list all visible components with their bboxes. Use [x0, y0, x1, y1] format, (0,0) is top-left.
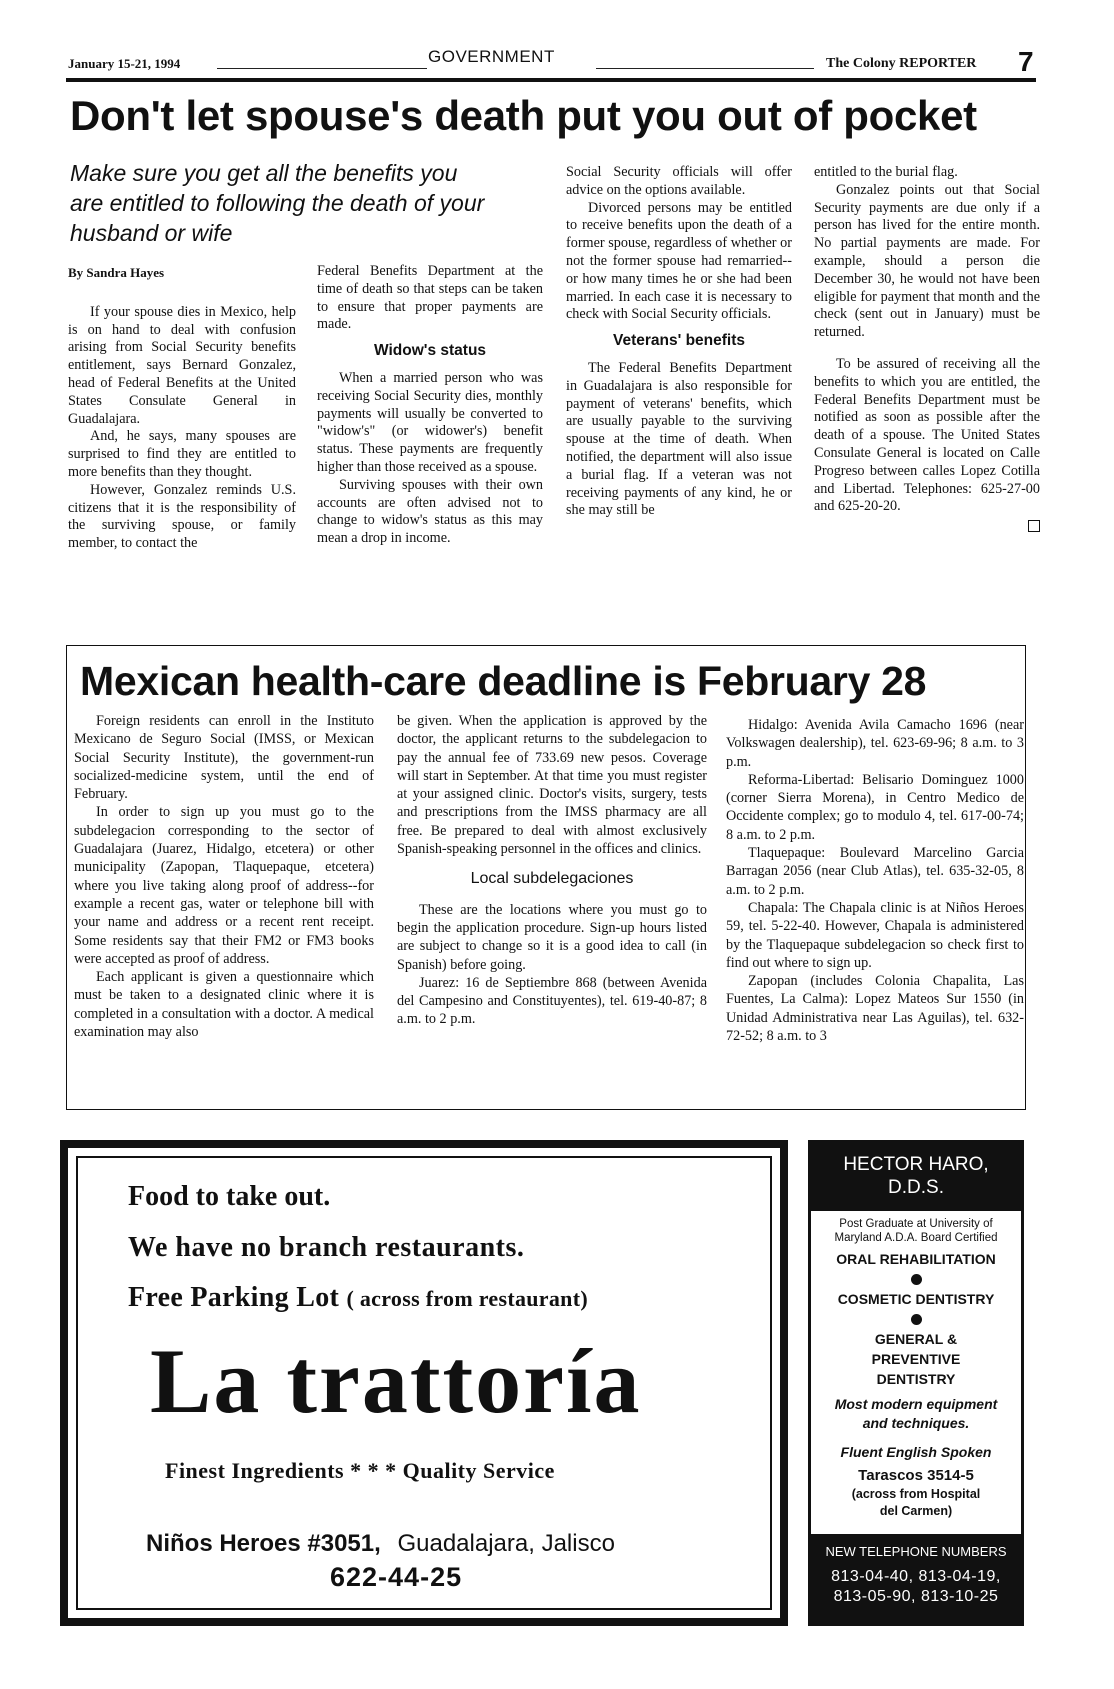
dentist-name-banner — [811, 1143, 1021, 1211]
ad-address-city: Guadalajara, Jalisco — [397, 1530, 615, 1557]
ad-address — [146, 1530, 615, 1558]
paragraph: be given. When the application is approved by the doctor, the applicant returns to the subdelegacion to pay the annual fee of 733.69 new pesos. Coverage will start in September. At that time you must register at your assigned clinic. Doctor's visits, surgery, tests and prescriptions from the IMSS pharmacy are all free. Be prepared to deal with almost exclusively Spanish-speaking personnel in the offices and clinics. — [397, 713, 707, 858]
paragraph: However, Gonzalez reminds U.S. citizens that it is the responsibility of the surviving spouse, or family member, to contact the — [68, 481, 296, 552]
story1-column-4 — [814, 164, 1040, 532]
ad-parking-note: ( across from restaurant) — [346, 1286, 588, 1311]
phone-line: 813-05-90, 813-10-25 — [833, 1588, 999, 1605]
ad-tagline: Finest Ingredients * * * Quality Service — [165, 1458, 555, 1483]
byline: By Sandra Hayes — [68, 265, 165, 280]
ad-phone: 622-44-25 — [330, 1562, 463, 1592]
dentist-name: HECTOR HARO, D.D.S. — [843, 1154, 989, 1198]
story1-headline: Don't let spouse's death put you out of pocket — [70, 92, 977, 139]
paragraph: If your spouse dies in Mexico, help is on hand to deal with confusion arising from Social Security benefits entitlement, says Bernard Gonzalez, head of Federal Benefits at the United States Consulate General in Guadalajara. — [68, 303, 296, 427]
bullet-icon — [911, 1274, 922, 1285]
dentist-address: Tarascos 3514-5 — [858, 1467, 974, 1484]
paragraph: Surviving spouses with their own accounts are often advised not to change to widow's status as this may mean a drop in income. — [317, 476, 543, 547]
paragraph: Juarez: 16 de Septiembre 868 (between Avenida del Campesino and Constituyentes), tel. 619-40-87; 8 a.m. to 2 p.m. — [397, 974, 707, 1028]
subhead-local-subdelegaciones: Local subdelegaciones — [470, 870, 634, 888]
paragraph: Zapopan (includes Colonia Chapalita, Las Fuentes, La Calma): Lopez Mateos Sur 1550 (in Unidad Administrativa near Las Aguilas), tel. 632-72-52; 8 a.m. to 3 — [726, 973, 1024, 1045]
dentist-equipment: Most modern equipment and techniques. — [834, 1396, 998, 1431]
service-oral-rehabilitation: ORAL REHABILITATION — [836, 1251, 996, 1267]
paragraph: When a married person who was receiving Social Security dies, monthly payments will usually be converted to "widow's" (or widower's) benefit status. These payments are frequently higher than those received as a spouse. — [317, 369, 543, 475]
issue-date: January 15-21, 1994 — [68, 56, 181, 71]
story2-column-1 — [74, 712, 374, 1041]
paragraph: And, he says, many spouses are surprised to find they are entitled to more benefits than they thought. — [68, 428, 296, 480]
ad-address-street: Niños Heroes #3051, — [146, 1530, 381, 1557]
paragraph: Gonzalez points out that Social Security payments are due only if a person has lived for the entire month. No partial payments are made. For example, should a person die December 30, he would not have been eligible for payment that month and the check (sent out in January) must be returned. — [814, 181, 1040, 341]
trattoria-logo: La trattoría — [150, 1330, 642, 1432]
ad-parking-line — [128, 1282, 588, 1314]
story1-column-2 — [317, 263, 543, 548]
newspaper-name: The Colony REPORTER — [826, 56, 977, 71]
paragraph: Federal Benefits Department at the time of death so that steps can be taken to ensure that proper payments are made. — [317, 263, 543, 333]
header-rule — [66, 78, 1036, 82]
ad-parking-text: Free Parking Lot — [128, 1282, 340, 1313]
paragraph: In order to sign up you must go to the subdelegacion corresponding to the sector of Guadalajara (Juarez, Hidalgo, etcetera) or other municipality (Zapopan, Tlaquepaque, etcetera) where you live taking along proof of address--for example a recent gas, water or telephone bill with your name and address or a recent rent receipt. Some residents say that their FM2 or FM3 books were accepted as proof of address. — [74, 804, 374, 967]
paragraph: The Federal Benefits Department in Guadalajara is also responsible for payment of veterans' benefits, which are usually payable to the surviving spouse at the time of death. When notified, the department will also issue a burial flag. If a veteran was not receiving payments of any kind, he or she may still be — [566, 359, 792, 519]
paragraph: These are the locations where you must go to begin the application procedure. Sign-up hours listed are subject to change so it is a good idea to call (in Spanish) before going. — [397, 901, 707, 973]
dentist-english: Fluent English Spoken — [840, 1444, 992, 1460]
phones-title: NEW TELEPHONE NUMBERS — [825, 1544, 1007, 1559]
bullet-icon — [911, 1314, 922, 1325]
paragraph: Hidalgo: Avenida Avila Camacho 1696 (near Volkswagen dealership), tel. 623-69-96; 8 a.m. to 3 p.m. — [726, 717, 1024, 770]
service-general-preventive: GENERAL & PREVENTIVE DENTISTRY — [871, 1331, 961, 1387]
dentist-ad-body — [811, 1215, 1021, 1520]
paragraph: Each applicant is given a questionnaire which must be taken to a designated clinic where it is completed in a consultation with a doctor. A medical examination may also — [74, 969, 374, 1041]
page-number: 7 — [1018, 46, 1034, 77]
service-cosmetic-dentistry: COSMETIC DENTISTRY — [837, 1291, 995, 1307]
section-name: GOVERNMENT — [428, 47, 555, 66]
header-rule-left — [217, 68, 427, 69]
paragraph: Foreign residents can enroll in the Instituto Mexicano de Seguro Social (IMSS, or Mexican Social Security Institute), the government-run socialized-medicine system, until the end of February. — [74, 713, 374, 803]
story2-column-2 — [397, 712, 707, 1029]
paragraph: Divorced persons may be entitled to receive benefits upon the death of a former spouse, regardless of whether or not the former spouse had remarried--or how many times he or she had been married. In each case it is necessary to check with Social Security officials. — [566, 199, 792, 323]
header-rule-right — [596, 68, 814, 69]
dentist-phones-banner — [811, 1534, 1021, 1623]
story1-deck: Make sure you get all the benefits you are entitled to following the death of your husband or wife — [70, 160, 485, 246]
dentist-address-note: (across from Hospital del Carmen) — [851, 1487, 981, 1518]
story1-column-1 — [68, 264, 296, 553]
subhead-widows-status: Widow's status — [373, 342, 487, 360]
story2-headline: Mexican health-care deadline is February 28 — [80, 658, 927, 704]
paragraph: Tlaquepaque: Boulevard Marcelino Garcia Barragan 2056 (near Club Atlas), tel. 635-32-05, 8 a.m. to 2 p.m. — [726, 845, 1024, 898]
paragraph: Chapala: The Chapala clinic is at Niños Heroes 59, tel. 5-22-40. However, Chapala is administered by the Tlaquepaque subdelegacion so check first to find out where to sign up. — [726, 899, 1024, 971]
ad-no-branches-line: We have no branch restaurants. — [128, 1232, 525, 1263]
paragraph: entitled to the burial flag. — [814, 164, 958, 180]
story1-column-3 — [566, 164, 792, 520]
dentist-credentials: Post Graduate at University of Maryland A.D.A. Board Certified — [834, 1218, 998, 1244]
ad-takeout-line: Food to take out. — [128, 1181, 331, 1212]
subhead-veterans-benefits: Veterans' benefits — [612, 332, 746, 350]
paragraph: To be assured of receiving all the benefits to which you are entitled, the Federal Benefits Department must be notified as soon as possible after the death of a spouse. The United States Consulate General is located on Calle Progreso between calles Lopez Cotilla and Libertad. Telephones: 625-27-00 and 625-20-20. — [814, 355, 1040, 515]
paragraph: Reforma-Libertad: Belisario Dominguez 1000 (corner Sierra Morena), in Centro Medico de Occidente complex; go to modulo 4, tel. 617-00-74; 8 a.m. to 2 p.m. — [726, 771, 1024, 843]
story2-column-3 — [726, 716, 1024, 1045]
paragraph: Social Security officials will offer advice on the options available. — [566, 164, 792, 198]
end-mark — [1028, 520, 1040, 532]
phone-line: 813-04-40, 813-04-19, — [831, 1568, 1001, 1585]
